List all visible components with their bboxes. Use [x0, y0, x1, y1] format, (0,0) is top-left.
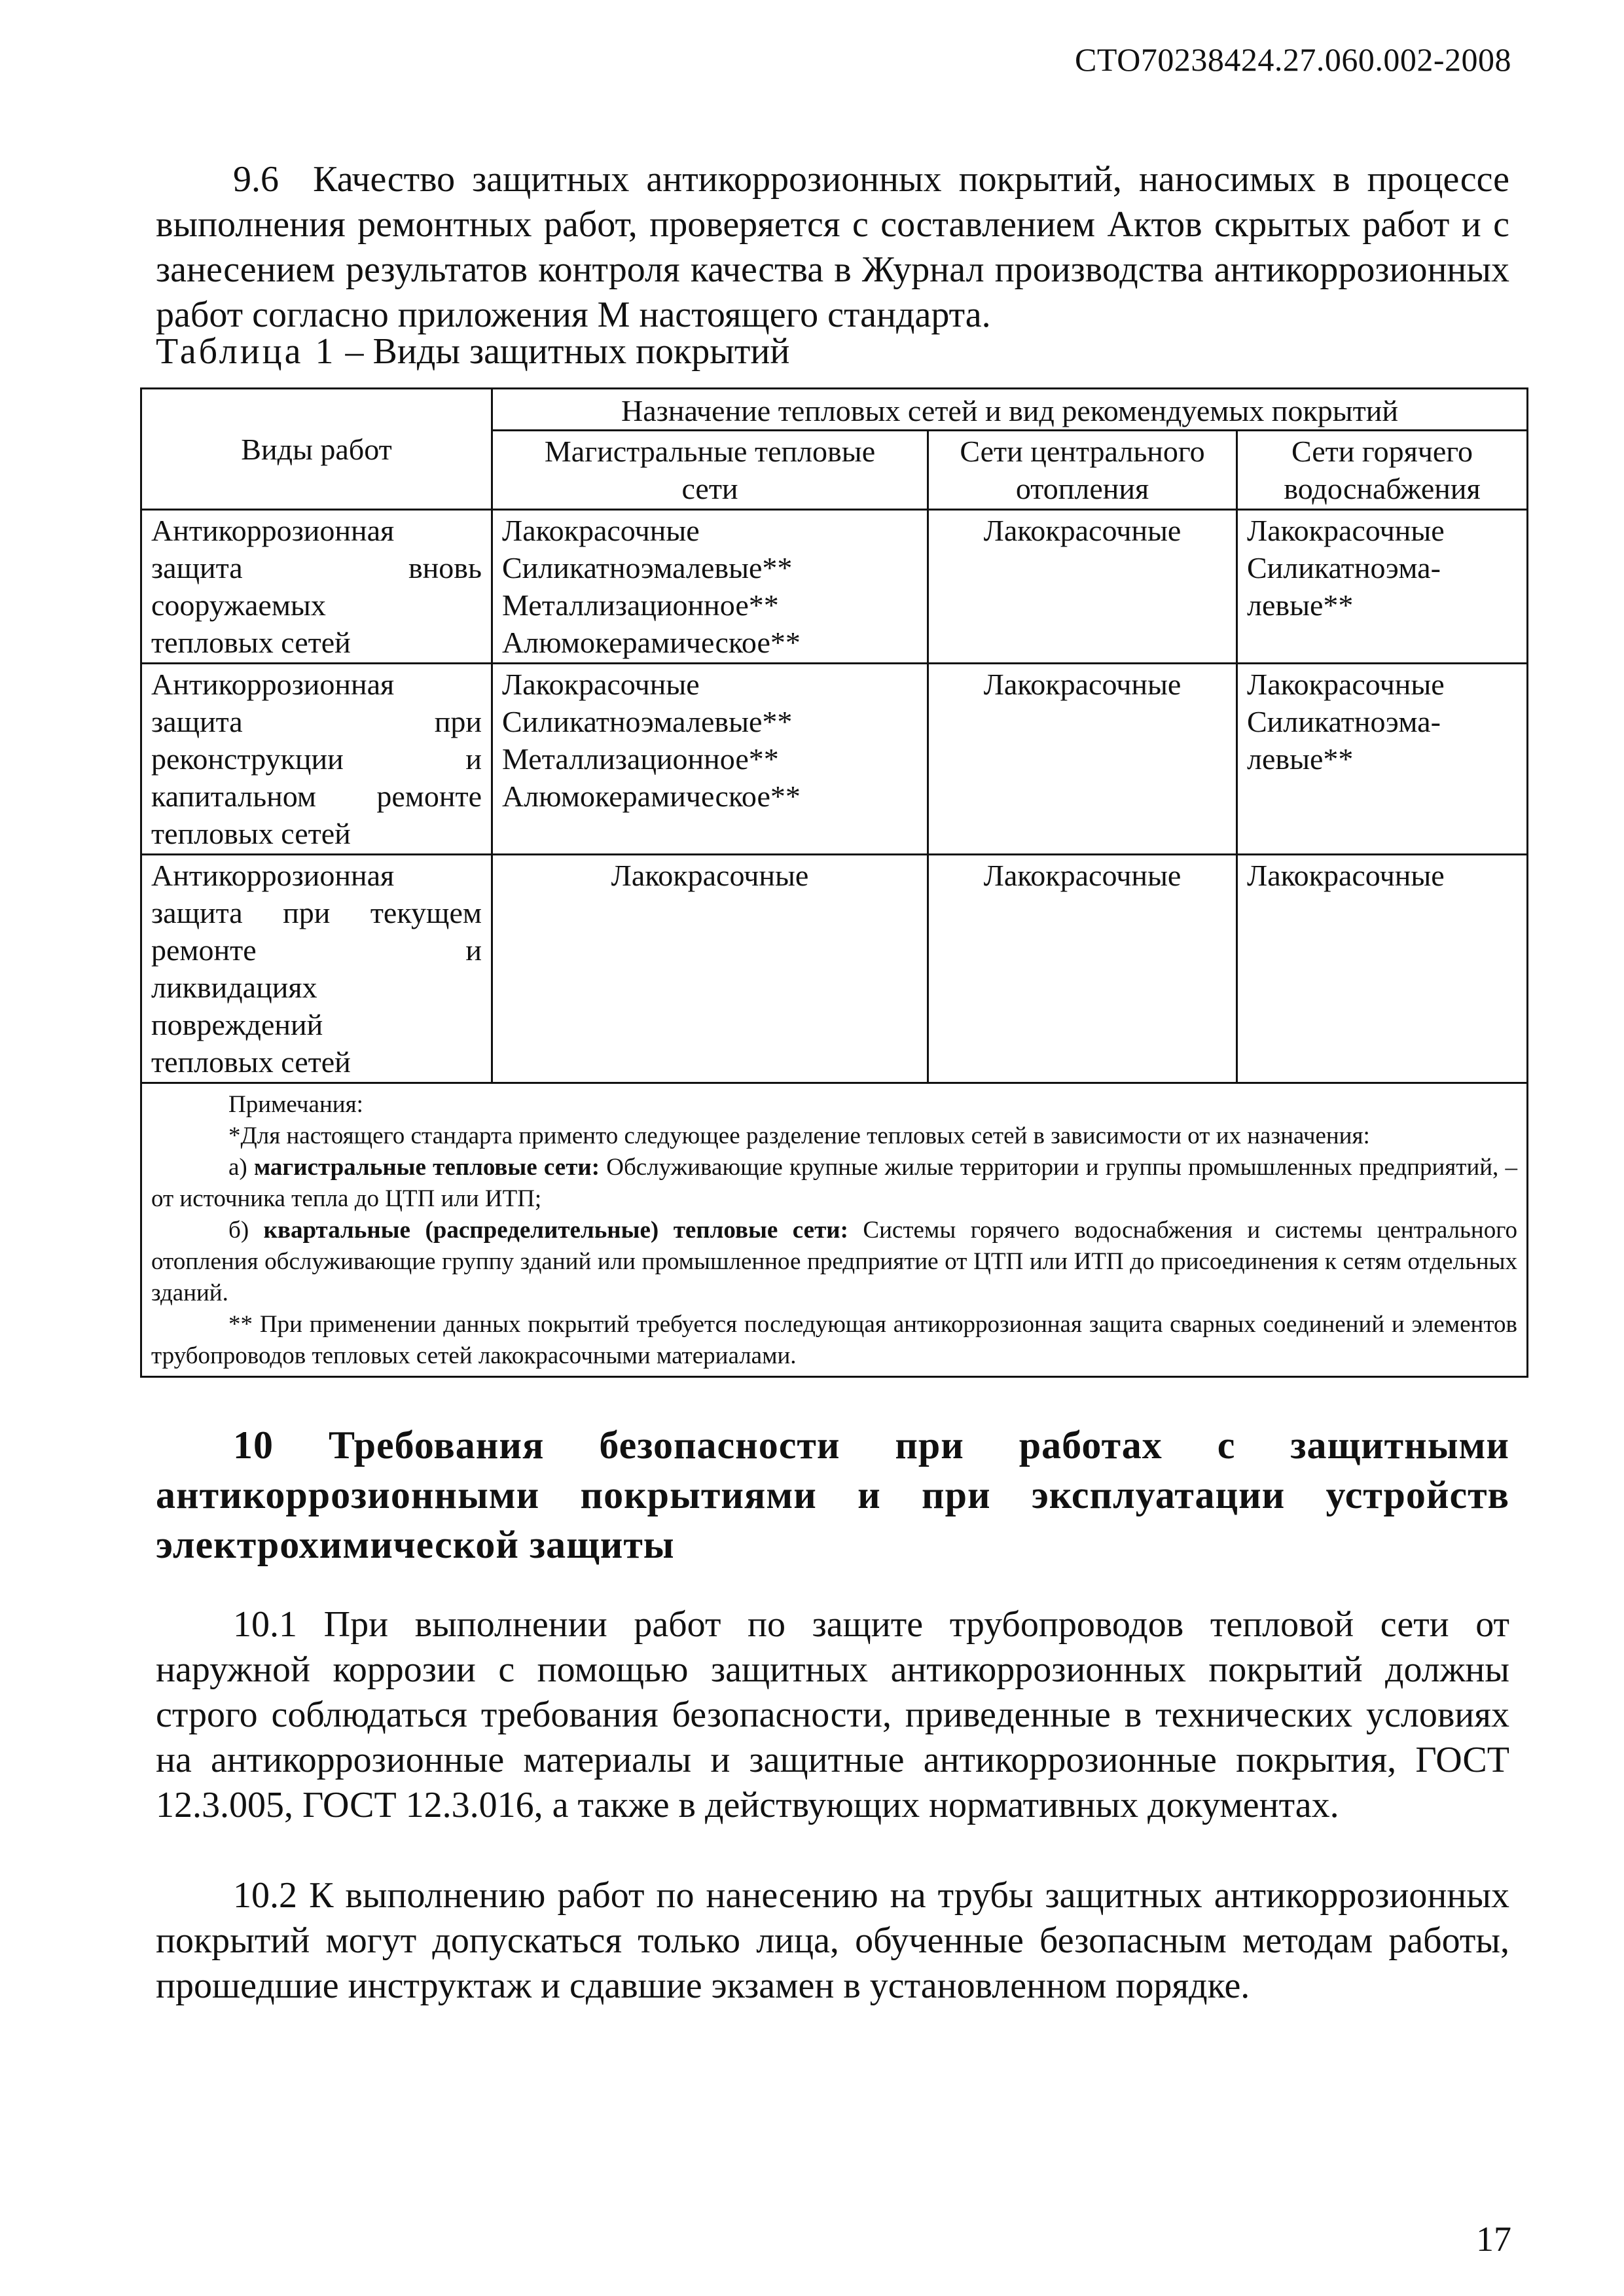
- table-row: [141, 855, 1528, 1083]
- cell-work-type: Антикоррозионная защита при текущем ремонте и ликвидациях повреждений тепловых сетей: [141, 855, 492, 1083]
- paragraph-text: К выполнению работ по нанесению на трубы защитных антикоррозионных покрытий могут допускаться только лица, обученные безопасным методам работы, прошедшие инструктаж и сдавшие экзамен в установленном порядке.: [156, 1875, 1509, 2006]
- table-notes: [141, 1083, 1528, 1377]
- cell-hot-water: Лакокрасочные: [1237, 855, 1528, 1083]
- cell-work-type: Антикоррозионная защита вновь сооружаемых тепловых сетей: [141, 510, 492, 664]
- note-b: б) квартальные (распределительные) тепловые сети: Системы горячего водоснабжения и системы центрального отопления обслуживающие группу зданий или промышленное предприятие от ЦТП или ИТП до присоединения к сетям отдельных зданий.: [151, 1217, 1517, 1306]
- header-main-networks: Магистральные тепловые сети: [492, 431, 928, 510]
- cell-work-type: Антикоррозионная защита при реконструкции и капитальном ремонте тепловых сетей: [141, 664, 492, 855]
- paragraph-text: Качество защитных антикоррозионных покрытий, наносимых в процессе выполнения ремонтных работ, проверяется с составлением Актов скрытых работ и с занесением результатов контроля качества в Журнал производства антикоррозионных работ согласно приложения М настоящего стандарта.: [156, 159, 1510, 335]
- header-central-heating: Сети центрального отопления: [928, 431, 1237, 510]
- cell-main-networks: Лакокрасочные Силикатноэмалевые** Металлизационное** Алюмокерамическое**: [492, 510, 928, 664]
- table-caption-label: Таблица 1: [156, 331, 336, 372]
- cell-main-networks: Лакокрасочные Силикатноэмалевые** Металлизационное** Алюмокерамическое**: [492, 664, 928, 855]
- table-row: [141, 510, 1528, 664]
- paragraph-number: 10.2: [233, 1875, 297, 1916]
- cell-main-networks: Лакокрасочные: [492, 855, 928, 1083]
- note-1: *Для настоящего стандарта применто следующее разделение тепловых сетей в зависимости от их назначения:: [228, 1122, 1370, 1149]
- table-row: [141, 664, 1528, 855]
- table-caption: [156, 329, 789, 374]
- table-caption-text: – Виды защитных покрытий: [336, 331, 790, 372]
- paragraph-10-2: [156, 1873, 1509, 2009]
- notes-title: Примечания:: [228, 1091, 363, 1118]
- paragraph-9-6: [156, 157, 1509, 338]
- header-work-types: Виды работ: [141, 389, 492, 510]
- header-hot-water: Сети горячего водоснабжения: [1237, 431, 1528, 510]
- table-header-row: [141, 389, 1528, 431]
- paragraph-10-1: [156, 1602, 1509, 1828]
- section-10-heading: 10 Требования безопасности при работах с защитными антикоррозионными покрытиями и при эксплуатации устройств электрохимической защиты: [156, 1424, 1509, 1566]
- note-a: а) магистральные тепловые сети: Обслуживающие крупные жилые территории и группы промышленных предприятий, – от источника тепла до ЦТП или ИТП;: [151, 1154, 1518, 1212]
- cell-hot-water: Лакокрасочные Силикатноэма- левые**: [1237, 664, 1528, 855]
- coatings-table: [140, 387, 1528, 1378]
- table-notes-row: [141, 1083, 1528, 1377]
- document-code: СТО70238424.27.060.002-2008: [1075, 41, 1511, 78]
- note-2: ** При применении данных покрытий требуется последующая антикоррозионная защита сварных соединений и элементов трубопроводов тепловых сетей лакокрасочными материалами.: [151, 1311, 1517, 1369]
- paragraph-number: 10.1: [233, 1604, 297, 1645]
- paragraph-number: 9.6: [233, 159, 279, 200]
- paragraph-text: При выполнении работ по защите трубопроводов тепловой сети от наружной коррозии с помощью защитных антикоррозионных покрытий должны строго соблюдаться требования безопасности, приведенные в технических условиях на антикоррозионные материалы и защитные антикоррозионные покрытия, ГОСТ 12.3.005, ГОСТ 12.3.016, а также в действующих нормативных документах.: [156, 1604, 1510, 1825]
- cell-central-heating: Лакокрасочные: [928, 855, 1237, 1083]
- header-group: Назначение тепловых сетей и вид рекомендуемых покрытий: [492, 389, 1528, 431]
- cell-central-heating: Лакокрасочные: [928, 510, 1237, 664]
- cell-central-heating: Лакокрасочные: [928, 664, 1237, 855]
- cell-hot-water: Лакокрасочные Силикатноэма- левые**: [1237, 510, 1528, 664]
- page-number: 17: [1476, 2219, 1511, 2259]
